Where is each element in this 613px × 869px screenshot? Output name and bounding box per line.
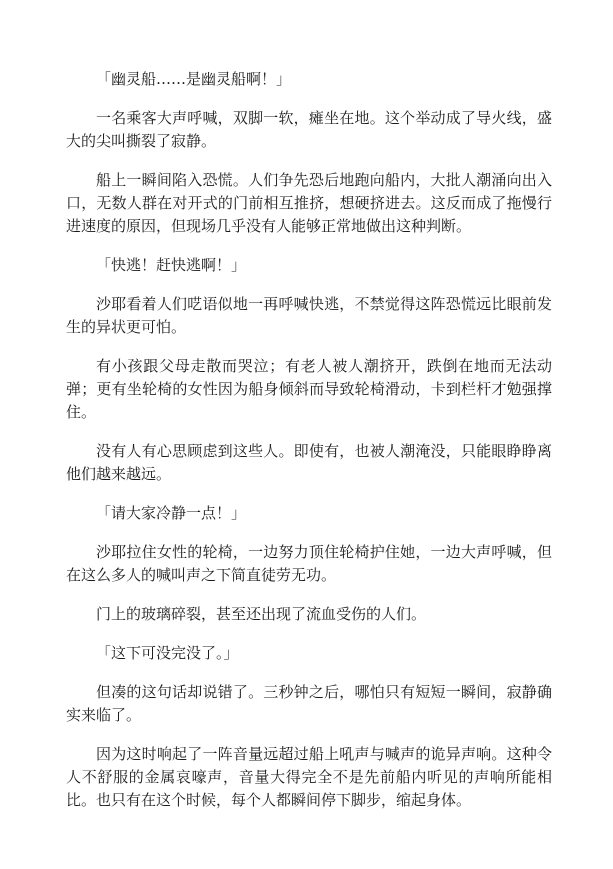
- paragraph: 「请大家冷静一点！」: [96, 504, 247, 522]
- page-body: [66, 68, 552, 828]
- paragraph: 「幽灵船……是幽灵船啊！」: [96, 70, 292, 88]
- paragraph: 「快逃！赶快逃啊！」: [96, 256, 247, 274]
- paragraph: 门上的玻璃碎裂，甚至还出现了流血受伤的人们。: [96, 605, 427, 623]
- paragraph: 一名乘客大声呼喊，双脚一软，瘫坐在地。这个举动成了导火线，盛大的尖叫撕裂了寂静。: [66, 109, 552, 150]
- paragraph: 因为这时响起了一阵音量远超过船上吼声与喊声的诡异声响。这种令人不舒服的金属哀嚎声，音量大得完全不是先前船内听见的声响所能相比。也只有在这个时候，每个人都瞬间停下脚步，缩起身体。: [66, 745, 552, 809]
- paragraph: 船上一瞬间陷入恐慌。人们争先恐后地跑向船内，大批人潮涌向出入口，无数人群在对开式的门前相互推挤，想硬挤进去。这反而成了拖慢行进速度的原因，但现场几乎没有人能够正常地做出这种判断。: [66, 171, 552, 235]
- paragraph: 「这下可没完没了。」: [96, 644, 239, 662]
- paragraph: 沙耶看着人们呓语似地一再呼喊快逃，不禁觉得这阵恐慌远比眼前发生的异状更可怕。: [66, 295, 552, 336]
- paragraph: 沙耶拉住女性的轮椅，一边努力顶住轮椅护住她，一边大声呼喊，但在这么多人的喊叫声之下简直徒劳无功。: [66, 543, 552, 584]
- paragraph: 没有人有心思顾虑到这些人。即使有，也被人潮淹没，只能眼睁睁离他们越来越远。: [66, 442, 552, 483]
- paragraph: 但凑的这句话却说错了。三秒钟之后，哪怕只有短短一瞬间，寂静确实来临了。: [66, 683, 552, 724]
- paragraph: 有小孩跟父母走散而哭泣；有老人被人潮挤开，跌倒在地而无法动弹；更有坐轮椅的女性因为船身倾斜而导致轮椅滑动，卡到栏杆才勉强撑住。: [66, 357, 552, 421]
